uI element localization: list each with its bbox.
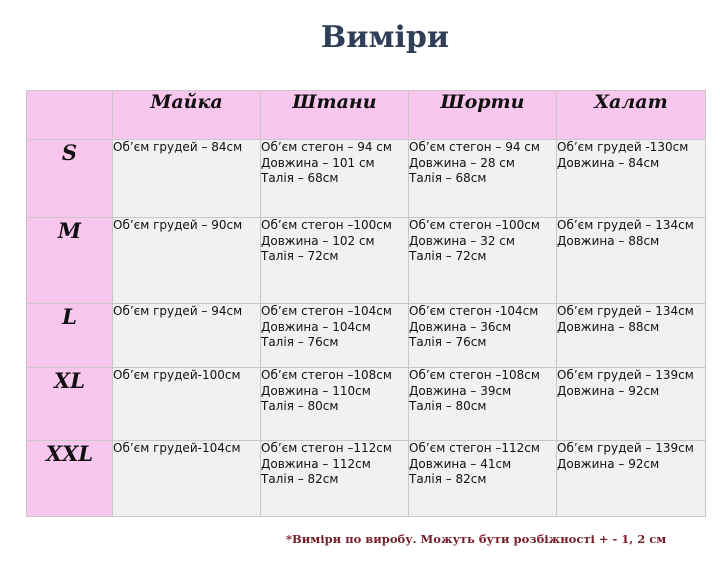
cell-pants bbox=[261, 441, 409, 517]
measurement-line: Талія – 82см bbox=[409, 472, 487, 486]
measurement-line: Довжина – 92см bbox=[557, 383, 660, 398]
measurement-note: *Виміри по виробу. Можуть бути розбіжності + - 1, 2 см bbox=[286, 532, 667, 546]
measurement-line: Талія – 76см bbox=[261, 335, 339, 349]
page-title: Виміри bbox=[320, 20, 450, 55]
cell-shorts bbox=[409, 368, 557, 441]
size-chart-table bbox=[26, 90, 706, 517]
column-header-robe: Халат bbox=[557, 91, 706, 140]
table-row bbox=[27, 368, 706, 441]
size-label: XL bbox=[27, 368, 113, 441]
measurement-line: Об’єм грудей – 134см bbox=[557, 218, 694, 232]
header-row bbox=[27, 91, 706, 140]
measurement-line: Талія – 72см bbox=[261, 249, 339, 263]
cell-shorts bbox=[409, 304, 557, 368]
measurement-line: Об’єм грудей – 139см bbox=[557, 368, 694, 382]
measurement-line: Об’єм стегон –104см bbox=[261, 304, 392, 318]
measurement-line: Об’єм стегон –108см bbox=[409, 368, 540, 382]
table-row bbox=[27, 441, 706, 517]
cell-shorts bbox=[409, 441, 557, 517]
table-row bbox=[27, 304, 706, 368]
cell-robe bbox=[557, 441, 706, 517]
measurement-line: Об’єм стегон –100см bbox=[409, 218, 540, 232]
measurement-line: Об’єм грудей -130см bbox=[557, 140, 689, 154]
size-label: XXL bbox=[27, 441, 113, 517]
cell-tank-top bbox=[113, 441, 261, 517]
column-header-shorts: Шорти bbox=[409, 91, 557, 140]
measurement-line: Довжина – 110см bbox=[261, 383, 371, 398]
measurement-line: Об’єм стегон -104см bbox=[409, 304, 539, 318]
table-body bbox=[27, 140, 706, 517]
measurement-line: Об’єм стегон –108см bbox=[261, 368, 392, 382]
cell-tank-top bbox=[113, 140, 261, 218]
measurement-line: Об’єм грудей – 84см bbox=[113, 140, 243, 154]
measurement-line: Довжина – 32 см bbox=[409, 233, 515, 248]
measurement-line: Об’єм стегон –112см bbox=[261, 441, 392, 455]
table-row bbox=[27, 218, 706, 304]
measurement-line: Довжина – 101 см bbox=[261, 155, 375, 170]
measurement-line: Об’єм грудей – 90см bbox=[113, 218, 243, 232]
measurement-line: Об’єм грудей-104см bbox=[113, 441, 241, 455]
measurement-line: Об’єм грудей – 134см bbox=[557, 304, 694, 318]
measurement-line: Талія – 68см bbox=[261, 171, 339, 185]
measurement-line: Довжина – 112см bbox=[261, 456, 371, 471]
size-label: M bbox=[27, 218, 113, 304]
measurement-line: Довжина – 41см bbox=[409, 456, 512, 471]
measurement-line: Довжина – 84см bbox=[557, 155, 660, 170]
measurement-line: Об’єм грудей-100см bbox=[113, 368, 241, 382]
cell-pants bbox=[261, 368, 409, 441]
measurement-line: Талія – 68см bbox=[409, 171, 487, 185]
measurement-line: Об’єм грудей – 139см bbox=[557, 441, 694, 455]
cell-pants bbox=[261, 304, 409, 368]
cell-pants bbox=[261, 218, 409, 304]
cell-tank-top bbox=[113, 304, 261, 368]
measurement-line: Талія – 80см bbox=[261, 399, 339, 413]
measurement-line: Об’єм грудей – 94см bbox=[113, 304, 243, 318]
column-header-tank-top: Майка bbox=[113, 91, 261, 140]
measurement-line: Об’єм стегон –100см bbox=[261, 218, 392, 232]
measurement-line: Об’єм стегон –112см bbox=[409, 441, 540, 455]
measurement-line: Об’єм стегон – 94 см bbox=[261, 140, 392, 154]
measurement-line: Довжина – 28 см bbox=[409, 155, 515, 170]
cell-tank-top bbox=[113, 218, 261, 304]
cell-robe bbox=[557, 304, 706, 368]
measurement-line: Довжина – 39см bbox=[409, 383, 512, 398]
measurement-line: Талія – 76см bbox=[409, 335, 487, 349]
header-corner bbox=[27, 91, 113, 140]
cell-robe bbox=[557, 140, 706, 218]
measurement-line: Довжина – 88см bbox=[557, 319, 660, 334]
measurement-line: Довжина – 88см bbox=[557, 233, 660, 248]
column-header-pants: Штани bbox=[261, 91, 409, 140]
cell-pants bbox=[261, 140, 409, 218]
measurement-line: Довжина – 36см bbox=[409, 319, 512, 334]
cell-tank-top bbox=[113, 368, 261, 441]
table-row bbox=[27, 140, 706, 218]
measurement-line: Довжина – 102 см bbox=[261, 233, 375, 248]
measurement-line: Талія – 82см bbox=[261, 472, 339, 486]
measurement-line: Об’єм стегон – 94 см bbox=[409, 140, 540, 154]
measurement-line: Талія – 72см bbox=[409, 249, 487, 263]
measurement-line: Довжина – 92см bbox=[557, 456, 660, 471]
cell-shorts bbox=[409, 140, 557, 218]
cell-shorts bbox=[409, 218, 557, 304]
size-label: L bbox=[27, 304, 113, 368]
size-label: S bbox=[27, 140, 113, 218]
measurement-line: Талія – 80см bbox=[409, 399, 487, 413]
cell-robe bbox=[557, 218, 706, 304]
measurement-line: Довжина – 104см bbox=[261, 319, 371, 334]
cell-robe bbox=[557, 368, 706, 441]
